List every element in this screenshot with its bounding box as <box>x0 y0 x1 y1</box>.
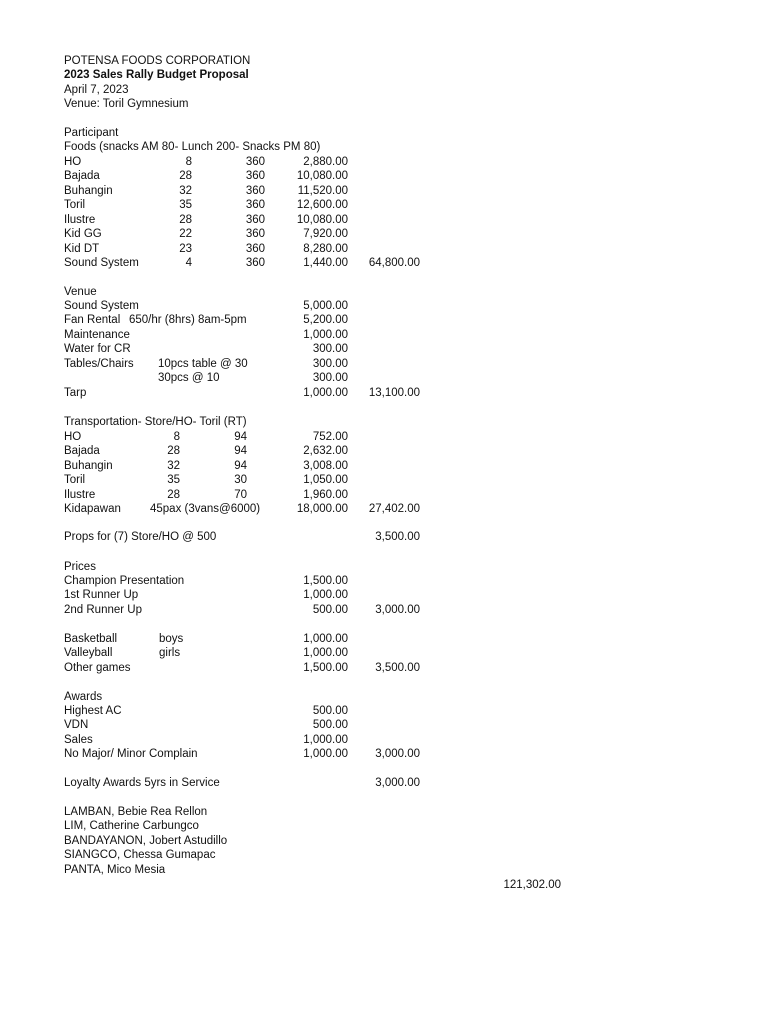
venue-heading: Venue <box>64 286 97 298</box>
participant-qty: 28 <box>179 213 192 226</box>
participant-amount: 11,520.00 <box>297 184 348 197</box>
venue-item-amount: 300.00 <box>312 357 348 370</box>
participant-qty: 4 <box>185 257 192 270</box>
award-name: No Major/ Minor Complain <box>64 748 198 761</box>
game-amount: 1,500.00 <box>303 661 348 674</box>
participant-amount: 7,920.00 <box>303 228 348 241</box>
prize-name: 1st Runner Up <box>64 589 139 602</box>
venue-item-amount: 300.00 <box>312 372 348 385</box>
venue-item-amount: 5,200.00 <box>303 314 348 327</box>
signatory-name: LAMBAN, Bebie Rea Rellon <box>64 806 208 818</box>
signatory-name: PANTA, Mico Mesia <box>64 863 166 876</box>
transport-amount: 2,632.00 <box>303 445 348 458</box>
participant-qty: 28 <box>179 170 192 183</box>
signatory-name: BANDAYANON, Jobert Astudillo <box>64 834 228 847</box>
company-name: POTENSA FOODS CORPORATION <box>64 55 251 67</box>
prize-amount: 1,000.00 <box>303 589 348 602</box>
prize-name: 2nd Runner Up <box>64 603 142 616</box>
venue-item-amount: 300.00 <box>312 343 348 356</box>
game-name: Basketball <box>64 633 118 645</box>
transport-note: 45pax (3vans@6000) <box>150 503 261 516</box>
participant-rate: 360 <box>245 257 265 270</box>
participant-qty: 8 <box>185 156 192 168</box>
venue-line: Venue: Toril Gymnesium <box>64 98 189 110</box>
transport-qty: 28 <box>167 488 180 501</box>
game-amount: 1,000.00 <box>303 647 348 660</box>
grand-total: 121,302.00 <box>503 879 561 891</box>
game-note: boys <box>159 633 184 645</box>
transport-total: 27,402.00 <box>368 503 420 516</box>
transport-name: Buhangin <box>64 459 113 472</box>
venue-item-name: Tables/Chairs <box>64 357 134 370</box>
award-amount: 1,000.00 <box>303 748 348 761</box>
venue-item-amount: 1,000.00 <box>303 386 348 399</box>
participant-name: HO <box>64 156 82 168</box>
transport-rate: 94 <box>234 445 247 458</box>
award-amount: 1,000.00 <box>303 733 348 746</box>
transport-rate: 30 <box>234 474 247 487</box>
prices-total: 3,000.00 <box>375 603 420 616</box>
transport-qty: 28 <box>167 445 180 458</box>
participant-name: Buhangin <box>64 184 113 197</box>
loyalty-total: 3,000.00 <box>375 777 420 789</box>
award-name: VDN <box>64 719 89 732</box>
prize-name: Champion Presentation <box>64 575 185 587</box>
participant-rate: 360 <box>245 213 265 226</box>
venue-total: 13,100.00 <box>368 386 420 399</box>
game-note: girls <box>159 647 181 660</box>
venue-item-note: 10pcs table @ 30 <box>158 357 248 370</box>
participant-rate: 360 <box>245 199 265 212</box>
participant-rate: 360 <box>245 242 265 255</box>
signatory-name: LIM, Catherine Carbungco <box>64 820 199 833</box>
transport-name: Kidapawan <box>64 503 121 516</box>
signatory-name: SIANGCO, Chessa Gumapac <box>64 849 216 862</box>
transport-amount: 1,960.00 <box>303 488 348 501</box>
awards-heading: Awards <box>64 691 103 703</box>
participant-qty: 35 <box>179 199 192 212</box>
participant-rate: 360 <box>245 228 265 241</box>
participant-rate: 360 <box>245 170 265 183</box>
venue-item-note: 650/hr (8hrs) 8am-5pm <box>129 314 247 327</box>
participant-rate: 360 <box>245 156 265 168</box>
participant-amount: 12,600.00 <box>296 199 348 212</box>
participant-amount: 8,280.00 <box>303 242 348 255</box>
transport-rate: 70 <box>234 488 247 501</box>
prices-heading: Prices <box>64 561 96 573</box>
award-amount: 500.00 <box>312 705 348 717</box>
participant-amount: 10,080.00 <box>296 170 348 183</box>
prize-amount: 1,500.00 <box>303 575 348 587</box>
loyalty-label: Loyalty Awards 5yrs in Service <box>64 777 220 789</box>
participant-amount: 10,080.00 <box>296 213 348 226</box>
game-name: Valleyball <box>64 647 113 660</box>
transport-amount: 752.00 <box>312 431 348 443</box>
participant-heading: Participant <box>64 127 119 139</box>
props-label: Props for (7) Store/HO @ 500 <box>64 531 217 543</box>
award-amount: 500.00 <box>312 719 348 732</box>
transport-name: Ilustre <box>64 488 96 501</box>
venue-item-name: Fan Rental <box>64 314 121 327</box>
props-total: 3,500.00 <box>375 531 420 543</box>
transport-name: Toril <box>64 474 86 487</box>
participant-amount: 1,440.00 <box>303 257 348 270</box>
transport-name: Bajada <box>64 445 100 458</box>
participant-name: Kid GG <box>64 228 102 241</box>
participant-amount: 2,880.00 <box>303 156 348 168</box>
transport-qty: 32 <box>167 459 180 472</box>
prize-amount: 500.00 <box>312 603 348 616</box>
transport-qty: 8 <box>173 431 180 443</box>
participant-rate: 360 <box>245 184 265 197</box>
transport-heading: Transportation- Store/HO- Toril (RT) <box>64 416 247 428</box>
participant-name: Ilustre <box>64 213 96 226</box>
transport-qty: 35 <box>167 474 180 487</box>
participant-qty: 22 <box>179 228 192 241</box>
award-name: Highest AC <box>64 705 122 717</box>
transport-name: HO <box>64 431 82 443</box>
participant-qty: 32 <box>179 184 192 197</box>
venue-item-name: Water for CR <box>64 343 131 356</box>
participant-qty: 23 <box>179 242 192 255</box>
participant-name: Kid DT <box>64 242 100 255</box>
participant-name: Sound System <box>64 257 139 270</box>
transport-rate: 94 <box>234 459 247 472</box>
venue-item-amount: 1,000.00 <box>303 328 348 341</box>
participant-name: Toril <box>64 199 86 212</box>
transport-amount: 1,050.00 <box>303 474 348 487</box>
venue-item-note: 30pcs @ 10 <box>158 372 220 385</box>
participant-total: 64,800.00 <box>368 257 420 270</box>
venue-item-name: Maintenance <box>64 328 130 341</box>
game-amount: 1,000.00 <box>303 633 348 645</box>
transport-rate: 94 <box>234 431 247 443</box>
document-title: 2023 Sales Rally Budget Proposal <box>64 69 249 81</box>
transport-amount: 3,008.00 <box>303 459 348 472</box>
venue-item-name: Tarp <box>64 386 87 399</box>
document-date: April 7, 2023 <box>64 84 129 96</box>
award-name: Sales <box>64 733 93 746</box>
participant-name: Bajada <box>64 170 100 183</box>
game-name: Other games <box>64 661 131 674</box>
transport-amount: 18,000.00 <box>296 503 348 516</box>
venue-item-name: Sound System <box>64 300 139 312</box>
games-total: 3,500.00 <box>375 661 420 674</box>
foods-subheading: Foods (snacks AM 80- Lunch 200- Snacks PM 80) <box>64 141 321 153</box>
awards-total: 3,000.00 <box>375 748 420 761</box>
venue-item-amount: 5,000.00 <box>303 300 348 312</box>
